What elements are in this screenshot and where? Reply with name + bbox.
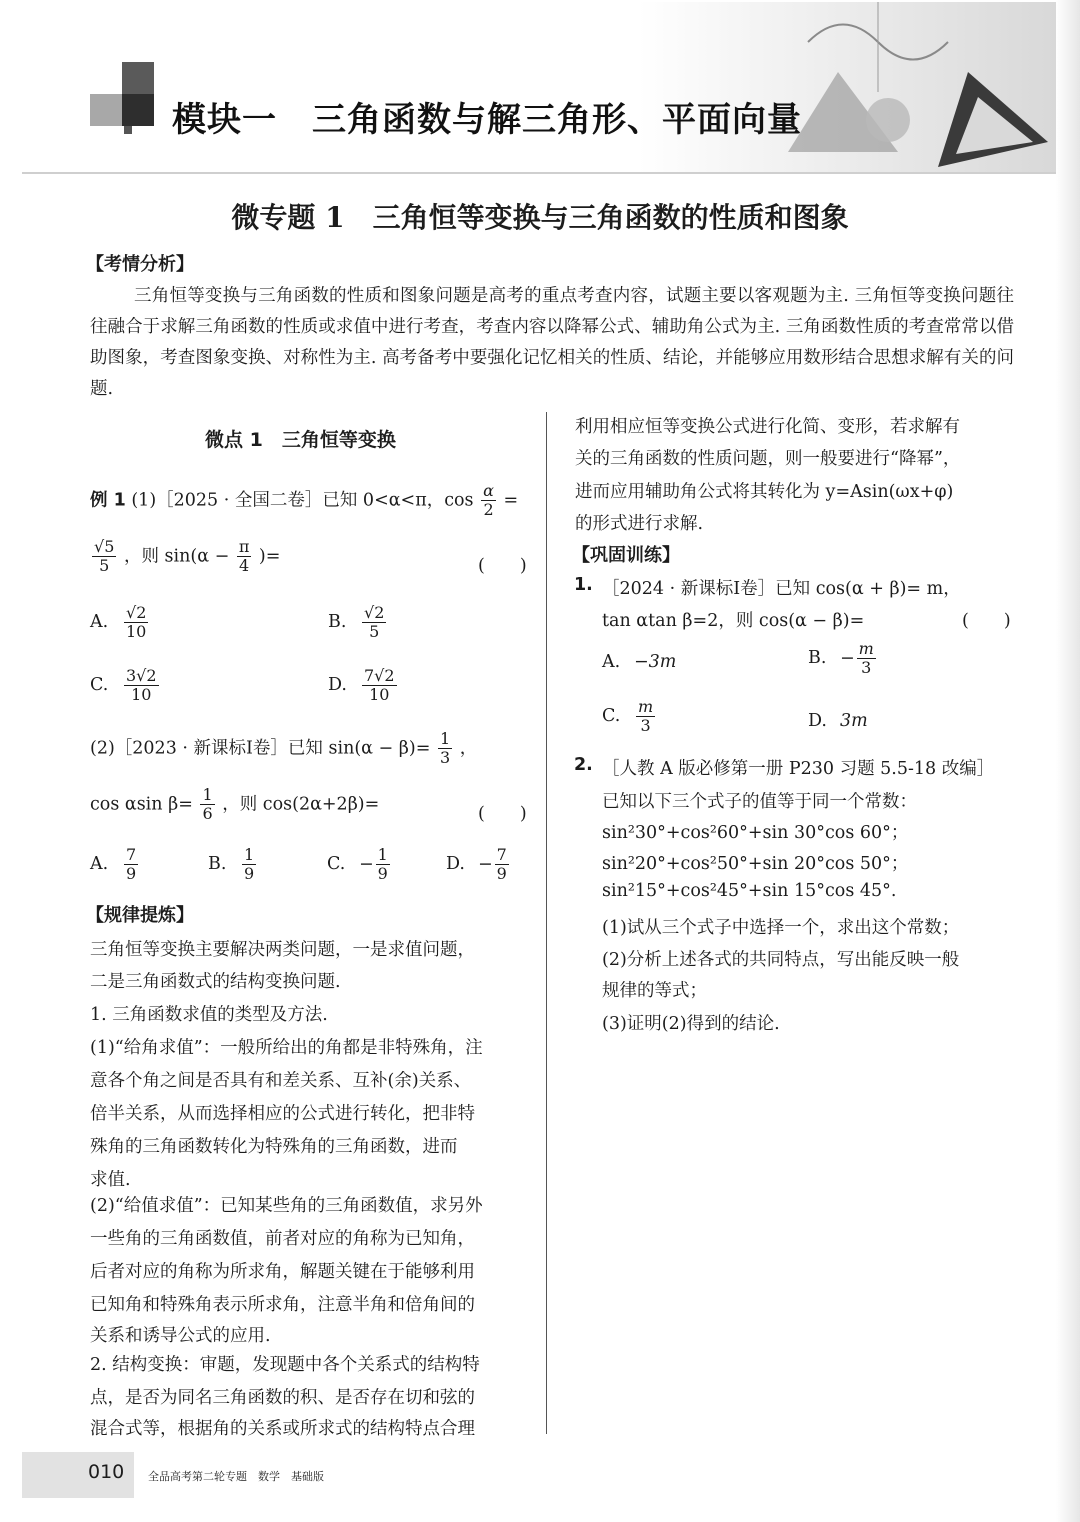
rules-right-line: 进而应用辅助角公式将其转化为 y=Asin(ωx+φ) — [575, 482, 954, 502]
frac-num: α — [483, 481, 494, 500]
q2-line: sin²20°+cos²50°+sin 20°cos 50°； — [602, 854, 909, 874]
example1-part2-text2: cos αsin β= — [90, 794, 193, 815]
option-letter: A. — [90, 612, 109, 633]
option-sign: − — [478, 854, 493, 875]
option-letter: C. — [90, 675, 109, 696]
rules-right-line: 的形式进行求解. — [575, 514, 704, 534]
example1-part2-end: ，则 cos(2α+2β)= — [222, 794, 380, 815]
rules-line: 倍半关系，从而选择相应的公式进行转化，把非特 — [90, 1104, 475, 1124]
example1-part2-line1 — [90, 730, 477, 768]
option-2D — [446, 846, 511, 884]
frac-den: 3 — [439, 748, 451, 768]
fraction-1-over-6 — [200, 786, 214, 824]
rules-line: 点，是否为同名三角函数的积、是否存在切和弦的 — [90, 1388, 475, 1408]
module-title: 模块一 三角函数与解三角形、平面向量 — [172, 100, 802, 140]
option-sign: − — [359, 854, 374, 875]
q2-line: sin²30°+cos²60°+sin 30°cos 60°； — [602, 823, 909, 843]
fraction-sqrt5-over-5 — [92, 538, 116, 576]
q2-number: 2. — [574, 755, 593, 775]
option-fraction — [242, 846, 256, 884]
option-fraction — [857, 640, 876, 678]
frac-num: 7 — [126, 845, 137, 864]
rules-line: 已知角和特殊角表示所求角，注意半角和倍角间的 — [90, 1295, 475, 1315]
frac-num: √2 — [126, 603, 147, 622]
q2-line: ［人教 A 版必修第一册 P230 习题 5.5-18 改编］ — [602, 759, 995, 779]
option-letter: B. — [208, 854, 227, 875]
frac-den: 9 — [126, 864, 137, 884]
example1-part1-line2 — [90, 538, 280, 576]
rules-line: 1. 三角函数求值的类型及方法. — [90, 1005, 328, 1025]
frac-den: 10 — [126, 622, 147, 642]
fraction-1-over-3 — [438, 730, 452, 768]
frac-den: 3 — [861, 658, 872, 678]
q2-line: (3)证明(2)得到的结论. — [602, 1014, 780, 1034]
q2-line: (2)分析上述各式的共同特点，写出能反映一般 — [602, 950, 960, 970]
example-label: 例 1 — [90, 490, 126, 511]
rules-line: 一些角的三角函数值，前者对应的角称为已知角， — [90, 1229, 475, 1249]
example1-part1-mid: ，则 sin(α − — [123, 546, 230, 567]
example1-part2-text: (2)［2023 · 新课标Ⅰ卷］已知 sin(α − β)= — [90, 738, 431, 759]
rules-line: 意各个角之间是否具有和差关系、互补(余)关系、 — [90, 1071, 472, 1091]
frac-num: 7√2 — [364, 666, 395, 685]
frac-den: 2 — [483, 500, 494, 520]
example1-part2-line2 — [90, 786, 379, 824]
page-number: 010 — [88, 1461, 125, 1483]
rules-right-line: 利用相应恒等变换公式进行化简、变形，若求解有 — [575, 417, 960, 437]
frac-den: 5 — [99, 556, 110, 576]
point1-title: 微点 1 三角恒等变换 — [205, 429, 396, 451]
frac-num: 1 — [439, 729, 451, 748]
frac-den: 9 — [244, 864, 255, 884]
fraction-pi-over-4 — [237, 538, 252, 576]
fraction-alpha-over-2 — [481, 482, 496, 520]
rules-line: 2. 结构变换：审题，发现题中各个关系式的结构特 — [90, 1355, 480, 1375]
q1-line2: tan αtan β=2，则 cos(α − β)= — [602, 611, 865, 631]
option-2B — [208, 846, 258, 884]
page-edge-shadow — [1056, 0, 1080, 1522]
frac-num: 1 — [377, 845, 388, 864]
option-value: −3m — [634, 652, 677, 672]
analysis-tag: 【考情分析】 — [86, 254, 194, 275]
option-letter: D. — [328, 675, 347, 696]
example1-part1-line1 — [90, 482, 518, 520]
answer-paren: ( ) — [478, 556, 527, 576]
rules-line: 三角恒等变换主要解决两类问题，一是求值问题， — [90, 940, 475, 960]
q2-line: 已知以下三个式子的值等于同一个常数： — [602, 792, 917, 812]
option-sign: − — [840, 648, 855, 669]
q1-option-C — [602, 698, 657, 736]
frac-den: 4 — [238, 556, 250, 576]
frac-den: 9 — [377, 864, 388, 884]
option-fraction — [495, 846, 509, 884]
frac-num: m — [858, 639, 874, 658]
option-letter: C. — [602, 706, 621, 727]
option-fraction — [124, 604, 148, 642]
q1-line1: ［2024 · 新课标Ⅰ卷］已知 cos(α + β)= m， — [602, 579, 961, 599]
footer-book-title: 全品高考第二轮专题 数学 基础版 — [148, 1470, 324, 1483]
frac-num: π — [238, 537, 250, 556]
header-square-small — [124, 126, 132, 134]
option-fraction — [362, 667, 397, 705]
rules-line: 混合式等，根据角的关系或所求式的结构特点合理 — [90, 1419, 475, 1439]
option-fraction — [636, 698, 655, 736]
frac-num: 1 — [202, 785, 213, 804]
option-1C — [90, 667, 161, 705]
header-geometry-illustration — [638, 2, 1058, 174]
frac-den: 10 — [369, 685, 390, 705]
analysis-paragraph — [90, 281, 1014, 405]
rules-line: 求值. — [90, 1170, 131, 1190]
header-square-large — [122, 62, 154, 94]
practice-tag: 【巩固训练】 — [572, 545, 680, 566]
option-letter: A. — [602, 652, 621, 672]
option-fraction — [124, 846, 138, 884]
option-fraction — [376, 846, 390, 884]
frac-num: 1 — [244, 845, 255, 864]
rules-line: 二是三角函数式的结构变换问题. — [90, 972, 341, 992]
q1-option-D — [808, 711, 868, 731]
option-fraction — [124, 667, 159, 705]
q2-line: sin²15°+cos²45°+sin 15°cos 45°. — [602, 881, 897, 901]
frac-den: 9 — [496, 864, 507, 884]
frac-den: 6 — [202, 804, 213, 824]
option-2A — [90, 846, 140, 884]
option-letter: D. — [808, 711, 827, 731]
option-letter: B. — [808, 648, 827, 669]
option-letter: B. — [328, 612, 347, 633]
rules-line: 后者对应的角称为所求角，解题关键在于能够利用 — [90, 1262, 475, 1282]
rules-line: (1)“给角求值”：一般所给出的角都是非特殊角，注 — [90, 1038, 483, 1058]
frac-num: m — [638, 697, 654, 716]
example1-part1-text: (1)［2025 · 全国二卷］已知 0<α<π，cos — [131, 490, 474, 511]
option-1D — [328, 667, 399, 705]
option-1A — [90, 604, 150, 642]
frac-num: √5 — [94, 537, 115, 556]
option-fraction — [362, 604, 386, 642]
column-divider — [546, 412, 547, 1434]
frac-num: 7 — [496, 845, 507, 864]
equals-sign: = — [503, 490, 519, 511]
q1-number: 1. — [574, 575, 593, 595]
option-letter: C. — [327, 854, 346, 875]
q1-paren: ( ) — [962, 611, 1011, 631]
example1-part1-end: )= — [258, 546, 281, 567]
frac-den: 3 — [640, 716, 651, 736]
header-square-dark — [122, 94, 154, 126]
rules-line: (2)“给值求值”：已知某些角的三角函数值，求另外 — [90, 1196, 483, 1216]
micro-topic-title: 微专题 1 三角恒等变换与三角函数的性质和图象 — [231, 201, 849, 234]
rules-tag: 【规律提炼】 — [86, 905, 194, 926]
q1-option-B — [808, 640, 878, 678]
q2-line: (1)试从三个式子中选择一个，求出这个常数； — [602, 918, 960, 938]
example1-part2-comma: ， — [459, 738, 478, 759]
frac-num: 3√2 — [126, 666, 157, 685]
q2-line: 规律的等式； — [602, 981, 707, 1001]
option-1B — [328, 604, 388, 642]
answer-paren-2: ( ) — [478, 804, 527, 824]
frac-num: √2 — [364, 603, 385, 622]
option-value: 3m — [840, 711, 868, 731]
frac-den: 5 — [369, 622, 380, 642]
option-2C — [327, 846, 392, 884]
option-letter: A. — [90, 854, 109, 875]
option-letter: D. — [446, 854, 465, 875]
rules-line: 关系和诱导公式的应用. — [90, 1326, 271, 1346]
q1-option-A — [602, 652, 676, 672]
analysis-text: 三角恒等变换与三角函数的性质和图象问题是高考的重点考查内容，试题主要以客观题为主. 三角恒等变换问题往往融合于求解三角函数的性质或求值中进行考查，考查内容以降幂公式、辅助角公式为主. 三角函数性质的考查常常以借助图象，考查图象变换、对称性为主. 高考备考中要强化记忆相关的性质、结论，并能够应用数形结合思想求解有关的问题. — [90, 286, 1014, 399]
header-rule — [22, 172, 1058, 174]
frac-den: 10 — [131, 685, 152, 705]
rules-line: 殊角的三角函数转化为特殊角的三角函数，进而 — [90, 1137, 458, 1157]
rules-right-line: 关的三角函数的性质问题，则一般要进行“降幂”， — [575, 449, 961, 469]
header-square-medium — [90, 94, 122, 126]
